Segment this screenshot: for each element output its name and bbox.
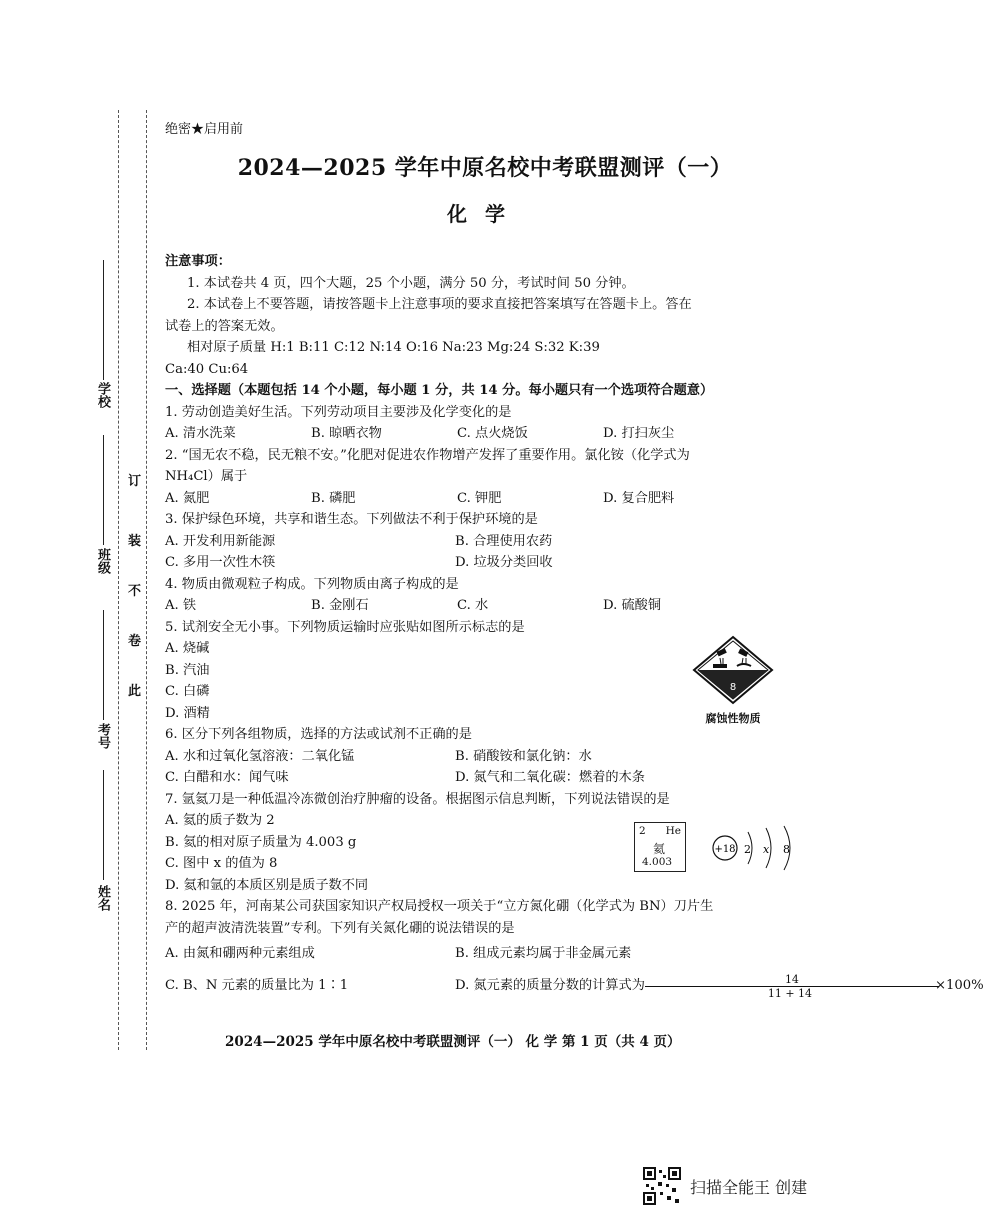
option-a[interactable]: A. 清水洗菜 [165, 426, 236, 441]
option-d[interactable]: D. 氮气和二氧化碳：燃着的木条 [455, 770, 645, 785]
notes-heading: 注意事项： [165, 254, 231, 269]
exam-number-label: 考号 [95, 723, 110, 749]
question-3-options-row2 [165, 552, 805, 574]
shell-3-electrons: 8 [783, 843, 790, 856]
scanner-watermark [642, 1166, 807, 1206]
option-d[interactable]: D. 垃圾分类回收 [455, 555, 553, 570]
option-a[interactable]: A. 开发利用新能源 [165, 533, 276, 549]
cell-symbol: He [665, 825, 681, 837]
option-c[interactable]: C. 多用一次性木筷 [165, 555, 276, 570]
option-a[interactable]: A. 由氮和硼两种元素组成 [165, 946, 315, 961]
option-b[interactable]: B. 汽油 [165, 662, 210, 678]
exam-content [165, 118, 984, 1000]
cell-name: 氦 [653, 842, 666, 856]
option-c[interactable]: C. 水 [457, 598, 489, 613]
fraction-denominator: 11 + 14 [767, 986, 813, 1000]
argon-atom-structure-icon [710, 818, 805, 873]
question-3-stem: 3. 保护绿色环境，共享和谐生态。下列做法不利于保护环境的是 [165, 512, 538, 527]
option-b[interactable]: B. 磷肥 [311, 490, 356, 506]
question-6-options-row2 [165, 767, 805, 789]
question-5-body [165, 638, 805, 724]
name-field[interactable] [103, 770, 104, 880]
option-c[interactable]: C. 点火烧饭 [457, 426, 528, 441]
option-c[interactable]: C. 钾肥 [457, 490, 502, 506]
cell-mass: 4.003 [642, 856, 673, 868]
class-field[interactable] [103, 435, 104, 545]
question-4-options [165, 595, 805, 617]
option-b[interactable]: B. 氦的相对原子质量为 4.003 g [165, 834, 357, 850]
option-b[interactable]: B. 晾晒衣物 [311, 426, 382, 441]
school-field[interactable] [103, 260, 104, 380]
class-label: 班级 [95, 548, 110, 574]
question-6-options [165, 746, 805, 768]
watermark-text: 扫描全能王 创建 [690, 1177, 808, 1197]
option-d[interactable]: D. 氦和氩的本质区别是质子数不同 [165, 877, 369, 893]
fraction-tail: ×100% [934, 978, 984, 994]
cut-word: 装 [128, 534, 142, 549]
question-1-options [165, 423, 805, 445]
binding-line-inner [118, 110, 119, 1050]
name-label: 姓名 [95, 885, 110, 911]
question-7-body [165, 810, 805, 896]
option-d[interactable]: D. 硫酸铜 [603, 598, 662, 613]
corrosive-sign [693, 636, 773, 726]
section-heading: 一、选择题（本题包括 14 个小题，每小题 1 分，共 14 分。每小题只有一个选项符合题意） [165, 383, 714, 398]
option-c[interactable]: C. 白磷 [165, 684, 210, 699]
option-d-text: D. 氮元素的质量分数的计算式为 [455, 978, 645, 994]
shell-2-electrons: x [763, 843, 770, 856]
question-8-stem-cont: 产的超声波清洗装置”专利。下列有关氮化硼的说法错误的是 [165, 920, 515, 936]
question-1-stem: 1. 劳动创造美好生活。下列劳动项目主要涉及化学变化的是 [165, 404, 512, 420]
notes-item-1: 1. 本试卷共 4 页，四个大题，25 个小题，满分 50 分，考试时间 50 分钟。 [187, 275, 635, 291]
mass-fraction [645, 973, 935, 1000]
notes-item-2: 2. 本试卷上不要答题，请按答题卡上注意事项的要求直接把答案填写在答题卡上。答在 [187, 297, 692, 312]
option-c[interactable]: C. 图中 x 的值为 8 [165, 856, 278, 871]
sign-number: 8 [729, 682, 737, 693]
option-a[interactable]: A. 水和过氧化氢溶液：二氧化锰 [165, 748, 355, 764]
option-a[interactable]: A. 氦的质子数为 2 [165, 813, 275, 828]
cell-atomic-number: 2 [639, 825, 646, 837]
sign-caption: 腐蚀性物质 [705, 712, 761, 725]
binding-margin [0, 110, 155, 1050]
cut-word: 卷 [128, 634, 142, 649]
school-label: 学校 [95, 382, 110, 408]
option-d[interactable]: D. 酒精 [165, 705, 210, 721]
question-4-stem: 4. 物质由微观粒子构成。下列物质由离子构成的是 [165, 576, 459, 592]
question-5-stem: 5. 试剂安全无小事。下列物质运输时应张贴如图所示标志的是 [165, 619, 525, 635]
secret-mark: 绝密★启用前 [165, 122, 244, 137]
option-d[interactable]: D. 复合肥料 [603, 490, 675, 506]
option-d[interactable] [455, 972, 984, 1000]
question-3-options [165, 531, 805, 553]
question-8-options-row2 [165, 972, 984, 1000]
corrosive-hazard-icon [693, 636, 773, 704]
question-8-stem: 8. 2025 年，河南某公司获国家知识产权局授权一项关于“立方氮化硼（化学式为 BN）刀片生 [165, 899, 714, 914]
option-a[interactable]: A. 烧碱 [165, 641, 210, 656]
helium-element-cell [634, 822, 686, 872]
qr-code-icon [642, 1166, 682, 1206]
question-2-stem-cont: NH₄Cl）属于 [165, 469, 248, 484]
option-b[interactable]: B. 硝酸铵和氯化钠：水 [455, 748, 592, 764]
option-b[interactable]: B. 组成元素均属于非金属元素 [455, 946, 632, 961]
atom-nucleus: +18 [714, 844, 736, 855]
cut-word: 此 [128, 684, 142, 699]
question-7-stem: 7. 氩氦刀是一种低温冷冻微创治疗肿瘤的设备。根据图示信息判断，下列说法错误的是 [165, 791, 670, 807]
option-a[interactable]: A. 氮肥 [165, 490, 210, 506]
cut-word: 不 [128, 584, 142, 599]
subject-title: 化学 [447, 202, 523, 226]
question-2-options [165, 488, 805, 510]
binding-line-outer [146, 110, 147, 1050]
cut-word: 订 [128, 474, 142, 489]
exam-number-field[interactable] [103, 610, 104, 720]
page-footer: 2024—2025 学年中原名校中考联盟测评（一） 化 学 第 1 页（共 4 页） [225, 1034, 681, 1050]
atomic-mass-list: 相对原子质量 H:1 B:11 C:12 N:14 O:16 Na:23 Mg:24 S:32 K:39 [187, 340, 600, 355]
option-d[interactable]: D. 打扫灰尘 [603, 426, 675, 441]
atomic-mass-list-cont: Ca:40 Cu:64 [165, 361, 249, 377]
option-b[interactable]: B. 合理使用农药 [455, 533, 553, 549]
option-c[interactable]: C. 白醋和水：闻气味 [165, 770, 289, 785]
question-8-options [165, 943, 805, 965]
question-6-stem: 6. 区分下列各组物质，选择的方法或试剂不正确的是 [165, 727, 472, 742]
fraction-numerator: 14 [645, 973, 939, 987]
question-2-stem: 2. “国无农不稳，民无粮不安。”化肥对促进农作物增产发挥了重要作用。氯化铵（化学式为 [165, 447, 690, 463]
notes-item-2-cont: 试卷上的答案无效。 [165, 318, 284, 334]
option-b[interactable]: B. 金刚石 [311, 598, 369, 613]
exam-title: 2024—2025 学年中原名校中考联盟测评（一） [237, 155, 733, 181]
option-c[interactable]: C. B、N 元素的质量比为 1∶1 [165, 978, 349, 994]
shell-1-electrons: 2 [744, 843, 751, 856]
option-a[interactable]: A. 铁 [165, 598, 197, 613]
